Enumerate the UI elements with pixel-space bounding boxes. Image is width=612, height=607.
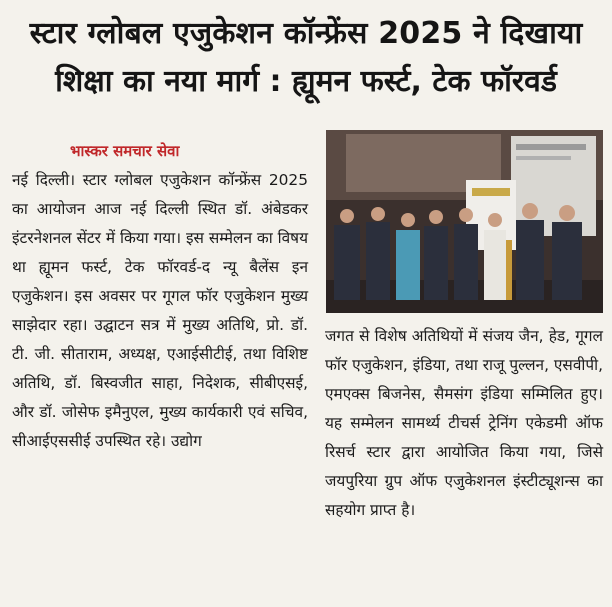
article-text-right: जगत से विशेष अतिथियों में संजय जैन, हेड, गूगल फॉर एजुकेशन, इंडिया, तथा राजू पुल्लन, एसवीपी, एमएक्स बिजनेस, सैमसंग इंडिया सम्मिलित हुए। यह सम्मेलन सामर्थ्य टीचर्स ट्रेनिंग एकेडमी ऑफ रिसर्च स्टार द्वारा आयोजित किया गया, जिसे जयपुरिया ग्रुप ऑफ एजुकेशनल इंस्टीट्यूशन्स का सहयोग प्राप्त है। [325, 327, 603, 519]
byline: भास्कर समचार सेवा [70, 142, 180, 160]
article-text-left: नई दिल्ली। स्टार ग्लोबल एजुकेशन कॉन्फ्रेंस 2025 का आयोजन आज नई दिल्ली स्थित डॉ. अंबेडकर इंटरनेशनल सेंटर में किया गया। इस सम्मेलन का विषय था ह्यूमन फर्स्ट, टेक फॉरवर्ड-द न्यू बैलेंस इन एजुकेशन। इस अवसर पर गूगल फॉर एजुकेशन मुख्य साझेदार रहा। उद्घाटन सत्र में मुख्य अतिथि, प्रो. डॉ. टी. जी. सीताराम, अध्यक्ष, एआईसीटीई, तथा विशिष्ट अतिथि, डॉ. बिस्वजीत साहा, निदेशक, सीबीएसई, और डॉ. जोसेफ इमैनुएल, मुख्य कार्यकारी एवं सचिव, सीआईएससीई उपस्थित रहे। उद्योग [12, 171, 308, 450]
event-photo [326, 130, 603, 313]
headline [0, 0, 612, 120]
article-column-right [325, 322, 603, 525]
headline-line-2: शिक्षा का नया मार्ग : ह्यूमन फर्स्ट, टेक फॉरवर्ड [55, 64, 557, 99]
headline-line-1: स्टार ग्लोबल एजुकेशन कॉन्फ्रेंस 2025 ने दिखाया [29, 16, 583, 51]
event-photo-illustration [326, 130, 603, 313]
article-column-left [12, 166, 308, 456]
